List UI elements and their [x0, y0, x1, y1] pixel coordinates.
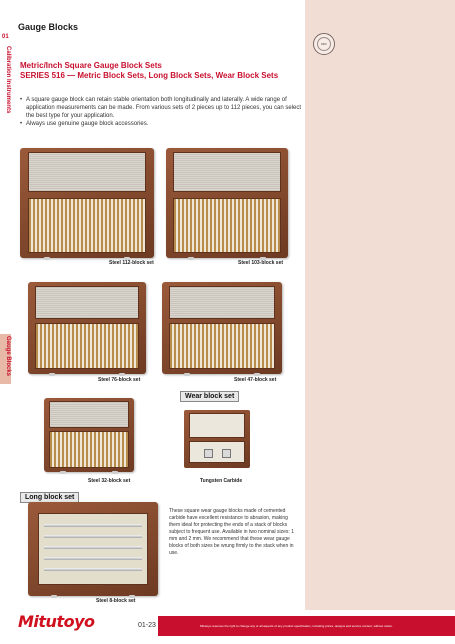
- tungsten-carbide-image: [184, 410, 250, 468]
- wear-block-description: These square wear gauge blocks made of cemented carbide have excellent resistance to abrasion, making them ideal for protecting the ends of a stack of blocks subject to frequent use. Available in two nominal sizes: 1 mm and 2 mm. We recommend that these wear gauge blocks of both sizes be wrung firmly to the stack when in use.: [169, 508, 294, 556]
- right-panel: [305, 0, 455, 610]
- steel-76-image: [28, 282, 146, 374]
- steel-32-image: [44, 398, 134, 472]
- caption-steel-8: Steel 8-block set: [96, 598, 136, 604]
- steel-8-image: [28, 502, 158, 596]
- caption-steel-47: Steel 47-block set: [234, 377, 277, 383]
- brand-logo: Mitutoyo: [18, 612, 95, 631]
- caption-steel-103: Steel 103-block set: [238, 260, 284, 266]
- caption-steel-112: Steel 112-block set: [109, 260, 154, 266]
- product-title: [20, 61, 278, 81]
- caption-steel-32: Steel 32-block set: [88, 478, 131, 484]
- steel-103-image: [166, 148, 288, 258]
- feature-list: [20, 96, 302, 128]
- section-tab-label: Gauge Blocks: [5, 336, 11, 377]
- wear-set-label: Wear block set: [180, 391, 239, 402]
- feature-item: • Always use genuine gauge block accessories.: [20, 120, 302, 128]
- chapter-label: Calibration Instruments: [5, 46, 11, 114]
- steel-47-image: [162, 282, 282, 374]
- chapter-number: 01: [2, 34, 9, 40]
- page-number: 01-23: [138, 622, 156, 629]
- page-title: Gauge Blocks: [18, 22, 79, 32]
- product-title-line1: Metric/Inch Square Gauge Block Sets: [20, 61, 162, 70]
- feature-item: • A square gauge block can retain stable orientation both longitudinally and laterally. A wide range of application measurements can be made. From various sets of 2 pieces up to 112 pieces, you can select the best type for your application.: [20, 96, 302, 120]
- long-set-label: Long block set: [20, 492, 79, 503]
- product-title-line2: SERIES 516 — Metric Block Sets, Long Block Sets, Wear Block Sets: [20, 71, 279, 80]
- caption-steel-76: Steel 76-block set: [98, 377, 141, 383]
- caption-tungsten-carbide: Tungsten Carbide: [200, 478, 243, 484]
- steel-112-image: [20, 148, 154, 258]
- certification-seal: ISO: [313, 33, 335, 55]
- footer-disclaimer: Mitutoyo reserves the right to change any or all aspects of any product specification, including prices, designs and service content, without notice.: [200, 624, 393, 628]
